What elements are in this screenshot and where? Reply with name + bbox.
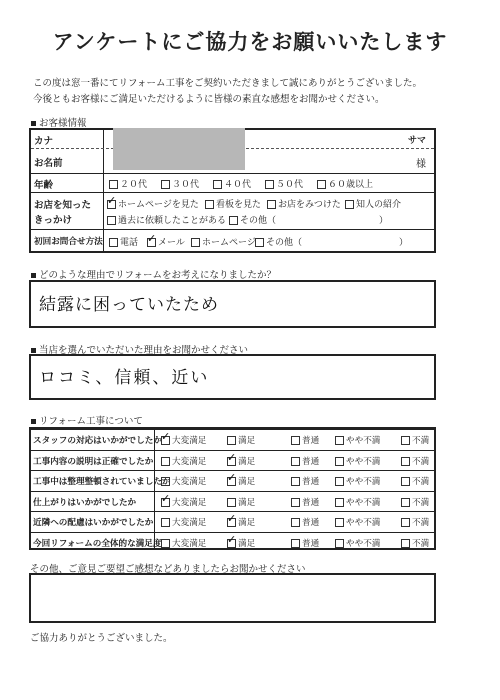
rating-option-label: 普通 — [302, 538, 320, 549]
rating-option-label: 満足 — [238, 518, 256, 528]
reason-question: どのような理由でリフォームをお考えになりましたか？ — [31, 267, 276, 281]
rating-row — [31, 429, 434, 450]
rating-checkbox[interactable] — [161, 457, 170, 466]
rating-option-label: やや不満 — [346, 477, 381, 487]
rating-option[interactable] — [335, 475, 380, 487]
trigger-row — [31, 192, 434, 229]
kana-suffix: サマ — [407, 136, 426, 146]
rating-checkbox[interactable] — [401, 518, 410, 527]
rating-checkbox[interactable] — [291, 436, 300, 445]
rating-option-label: 満足 — [238, 436, 256, 446]
rating-checkbox[interactable] — [227, 436, 236, 445]
rating-row — [31, 532, 434, 553]
rating-option-label: 大変満足 — [172, 456, 207, 467]
footer-thanks: ご協力ありがとうございました。 — [30, 633, 173, 644]
rating-option[interactable] — [291, 516, 319, 528]
trigger-homepage[interactable]: ✓ホームページを見た — [107, 197, 199, 210]
rating-checkbox[interactable] — [401, 457, 410, 466]
intro-line-1: この度は窓一番にてリフォーム工事をご契約いただきまして誠にありがとうございました。 — [33, 78, 423, 89]
rating-option[interactable] — [401, 475, 429, 487]
rating-checkbox[interactable] — [401, 498, 410, 507]
rating-option[interactable] — [401, 434, 429, 446]
work-section-heading: リフォーム工事について — [31, 413, 143, 427]
rating-option-label: やや不満 — [346, 518, 381, 528]
rating-option-label: 大変満足 — [172, 477, 207, 487]
age-option-40s[interactable]: ４０代 — [213, 177, 251, 190]
rating-option-label: 普通 — [302, 456, 320, 467]
rating-question: 工事中は整理整頓されていましたか — [33, 477, 171, 487]
rating-option-label: 大変満足 — [172, 436, 207, 446]
rating-option[interactable] — [227, 537, 255, 549]
rating-option-label: 大変満足 — [172, 518, 207, 528]
rating-option-label: 満足 — [238, 456, 256, 467]
rating-option-label: 満足 — [238, 477, 256, 487]
rating-option[interactable] — [335, 455, 380, 467]
rating-checkbox[interactable] — [161, 518, 170, 527]
trigger-found-store[interactable]: お店をみつけた — [267, 197, 341, 210]
trigger-label-2: きっかけ — [34, 215, 73, 226]
rating-option[interactable] — [291, 455, 319, 467]
rating-option[interactable] — [335, 537, 380, 549]
rating-row — [31, 450, 434, 471]
rating-checkbox[interactable] — [161, 498, 170, 507]
rating-option-label: やや不満 — [346, 497, 381, 508]
rating-checkbox[interactable] — [335, 498, 344, 507]
rating-checkbox[interactable] — [335, 539, 344, 548]
rating-row — [31, 511, 434, 532]
age-label: 年齢 — [34, 180, 54, 191]
rating-checkbox[interactable] — [227, 539, 236, 548]
rating-row — [31, 491, 434, 512]
rating-checkbox[interactable] — [291, 457, 300, 466]
trigger-other-close: ） — [379, 216, 389, 226]
rating-option-label: 不満 — [412, 538, 430, 549]
trigger-signboard[interactable]: 看板を見た — [205, 197, 261, 210]
rating-option[interactable] — [227, 496, 255, 508]
contact-other-close: ） — [399, 238, 409, 248]
rating-question: 工事内容の説明は正確でしたか — [33, 456, 154, 467]
rating-checkbox[interactable] — [227, 498, 236, 507]
rating-option-label: 不満 — [412, 497, 430, 508]
rating-checkbox[interactable] — [335, 436, 344, 445]
ratings-table — [29, 427, 436, 550]
rating-option[interactable] — [227, 516, 255, 528]
choice-question: 当店を選んでいただいた理由をお聞かせください — [31, 342, 248, 356]
rating-option[interactable] — [161, 496, 206, 508]
rating-option[interactable] — [401, 537, 429, 549]
choice-answer-box[interactable] — [29, 354, 436, 400]
trigger-label-1: お店を知った — [34, 200, 92, 211]
rating-checkbox[interactable] — [291, 539, 300, 548]
contact-homepage[interactable]: ホームページ — [191, 235, 256, 248]
rating-option-label: 満足 — [238, 497, 256, 508]
trigger-referral[interactable]: 知人の紹介 — [345, 197, 401, 210]
trigger-other[interactable]: その他（ — [229, 213, 276, 226]
survey-title: アンケートにご協力をお願いいたします — [52, 30, 448, 54]
rating-option[interactable] — [161, 455, 206, 467]
rating-option[interactable] — [161, 434, 206, 446]
rating-checkbox[interactable] — [291, 518, 300, 527]
age-option-50s[interactable]: ５０代 — [265, 177, 303, 190]
other-question: その他、ご意見ご要望ご感想などありましたらお聞かせください — [30, 564, 306, 575]
rating-option-label: やや不満 — [346, 456, 381, 467]
name-suffix: 様 — [416, 159, 426, 170]
rating-option-label: 普通 — [302, 477, 320, 487]
rating-option[interactable] — [401, 496, 429, 508]
rating-option[interactable] — [401, 516, 429, 528]
kana-label: カナ — [34, 136, 54, 147]
rating-option-label: 普通 — [302, 436, 320, 446]
rating-option[interactable] — [291, 475, 319, 487]
contact-email[interactable]: ✓ メール — [147, 235, 185, 248]
rating-checkbox[interactable] — [161, 477, 170, 486]
rating-option[interactable] — [291, 537, 319, 549]
rating-question: スタッフの対応はいかがでしたか — [33, 436, 162, 446]
reason-handwritten-answer: 結露に困っていたため — [39, 295, 219, 315]
rating-checkbox[interactable] — [335, 477, 344, 486]
choice-handwritten-answer: ロコミ、信頼、近い — [39, 368, 210, 388]
trigger-past-request[interactable]: 過去に依頼したことがある — [107, 213, 226, 226]
rating-option-label: やや不満 — [346, 436, 381, 446]
rating-checkbox[interactable] — [335, 518, 344, 527]
rating-option[interactable] — [401, 455, 429, 467]
rating-option-label: 不満 — [412, 518, 430, 528]
rating-option-label: 満足 — [238, 538, 256, 549]
contact-phone[interactable]: 電話 — [109, 235, 138, 248]
rating-option-label: 不満 — [412, 436, 430, 446]
rating-option[interactable] — [291, 496, 319, 508]
rating-checkbox[interactable] — [291, 477, 300, 486]
other-answer-box[interactable] — [29, 573, 436, 623]
rating-option[interactable] — [291, 434, 319, 446]
rating-option-label: 不満 — [412, 456, 430, 467]
rating-option[interactable] — [161, 537, 206, 549]
rating-option-label: 大変満足 — [172, 497, 207, 508]
rating-option-label: 普通 — [302, 497, 320, 508]
rating-checkbox[interactable] — [335, 457, 344, 466]
rating-option[interactable] — [227, 475, 255, 487]
rating-checkbox[interactable] — [161, 436, 170, 445]
contact-other[interactable]: その他（ — [255, 235, 302, 248]
name-label: お名前 — [34, 158, 63, 169]
customer-section-heading: お客様情報 — [31, 115, 87, 129]
age-row — [31, 173, 434, 192]
rating-checkbox[interactable] — [227, 477, 236, 486]
contact-row — [31, 229, 434, 251]
rating-checkbox[interactable] — [161, 539, 170, 548]
rating-option[interactable] — [227, 455, 255, 467]
rating-question: 今回リフォームの全体的な満足度 — [33, 538, 162, 549]
rating-option[interactable] — [161, 475, 206, 487]
age-option-20s[interactable]: ２０代 — [109, 177, 147, 190]
rating-checkbox[interactable] — [227, 518, 236, 527]
rating-checkbox[interactable] — [291, 498, 300, 507]
reason-answer-box[interactable] — [29, 280, 436, 328]
rating-option[interactable] — [335, 434, 380, 446]
rating-row — [31, 470, 434, 491]
rating-option[interactable] — [227, 434, 255, 446]
rating-checkbox[interactable] — [401, 477, 410, 486]
rating-checkbox[interactable] — [401, 539, 410, 548]
age-option-60plus[interactable]: ６０歳以上 — [317, 177, 373, 190]
rating-option[interactable] — [161, 516, 206, 528]
rating-checkbox[interactable] — [227, 457, 236, 466]
age-option-30s[interactable]: ３０代 — [161, 177, 199, 190]
rating-option-label: 普通 — [302, 518, 320, 528]
rating-option-label: 不満 — [412, 477, 430, 487]
rating-option-label: やや不満 — [346, 538, 381, 549]
intro-line-2: 今後ともお客様にご満足いただけるように皆様の素直な感想をお聞かせください。 — [33, 94, 385, 105]
rating-option[interactable] — [335, 516, 380, 528]
rating-checkbox[interactable] — [401, 436, 410, 445]
rating-question: 仕上がりはいかがでしたか — [33, 497, 137, 508]
rating-option-label: 大変満足 — [172, 538, 207, 549]
rating-option[interactable] — [335, 496, 380, 508]
contact-label: 初回お問合せ方法 — [34, 237, 103, 247]
redacted-name-area — [113, 128, 245, 170]
rating-question: 近隣への配慮はいかがでしたか — [33, 518, 154, 528]
